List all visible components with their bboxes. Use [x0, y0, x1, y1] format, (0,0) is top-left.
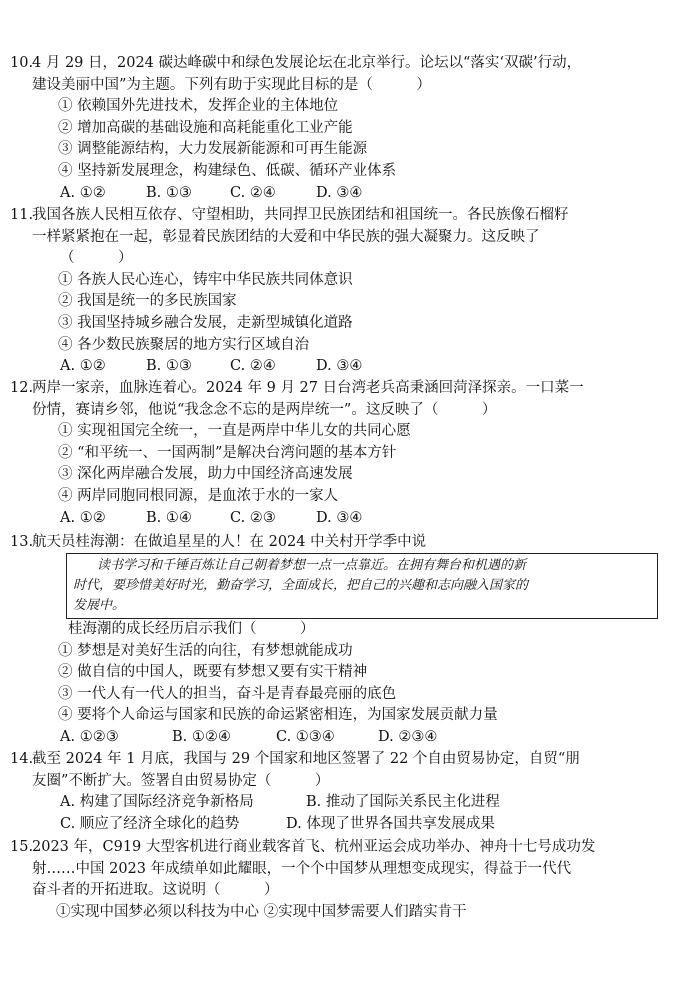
- question-stem-line: 我国各族人民相互依存、守望相助，共同捍卫民族团结和祖国统一。各民族像石榴籽: [32, 207, 569, 223]
- question-number: 13.: [10, 534, 34, 550]
- choice-a[interactable]: A. ①②③: [60, 728, 119, 745]
- question-stem-line: 航天员桂海潮：在做追星星的人！在 2024 中关村开学季中说: [32, 534, 427, 550]
- option-statement: ② 增加高碳的基础设施和高耗能重化工业产能: [58, 119, 353, 136]
- question-stem-line: 份情，赛请乡邻，他说“我念念不忘的是两岸统一”。这反映了（ ）: [32, 401, 497, 418]
- option-statement: ① 各族人民心连心，铸牢中华民族共同体意识: [58, 271, 353, 288]
- option-statement: ④ 要将个人命运与国家和民族的命运紧密相连，为国家发展贡献力量: [58, 707, 498, 724]
- question-stem-line: 截至 2024 年 1 月底，我国与 29 个国家和地区签署了 22 个自由贸易协定，自贸“朋: [32, 751, 580, 767]
- choice-b[interactable]: B. ①②④: [172, 728, 231, 745]
- option-statement: ① 梦想是对美好生活的向往，有梦想就能成功: [58, 642, 353, 659]
- option-statement: ① 实现祖国完全统一，一直是两岸中华儿女的共同心愿: [58, 423, 411, 440]
- choice-d[interactable]: D. ③④: [316, 358, 363, 375]
- choice-c[interactable]: C. ②④: [230, 184, 276, 201]
- option-statement: ② 做自信的中国人，既要有梦想又要有实干精神: [58, 664, 368, 681]
- option-statement: ① 依赖国外先进技术，发挥企业的主体地位: [58, 98, 339, 115]
- option-statement: ④ 坚持新发展理念，构建绿色、低碳、循环产业体系: [58, 162, 397, 179]
- question-15: [10, 837, 686, 923]
- choice-a[interactable]: A. ①②: [60, 358, 106, 375]
- answer-choices: [10, 356, 686, 378]
- choice-d[interactable]: D. ③④: [316, 184, 363, 201]
- question-stem-line: 两岸一家亲，血脉连着心。2024 年 9 月 27 日台湾老兵高秉涵回菏泽探亲。一口菜一: [32, 380, 584, 396]
- option-statement: ④ 各少数民族聚居的地方实行区域自治: [58, 336, 310, 353]
- choice-d[interactable]: D. ③④: [316, 509, 363, 526]
- quote-line: 读书学习和千锤百炼让自己朝着梦想一点一点靠近。在拥有舞台和机遇的新: [97, 558, 527, 573]
- answer-bracket: （ ）: [60, 250, 133, 267]
- option-statement: ③ 深化两岸融合发展，助力中国经济高速发展: [58, 466, 353, 483]
- question-stem-line: 建设美丽中国”为主题。下列有助于实现此目标的是（ ）: [32, 76, 431, 93]
- choice-d[interactable]: D. 体现了世界各国共享发展成果: [286, 815, 495, 832]
- choice-c[interactable]: C. ②④: [230, 358, 276, 375]
- question-10: [10, 53, 686, 204]
- answer-choices-row-2: [10, 814, 686, 836]
- question-stem-line: 一样紧紧抱在一起，彰显着民族团结的大爱和中华民族的强大凝聚力。这反映了: [32, 228, 540, 245]
- question-stem-line: 4 月 29 日，2024 碳达峰碳中和绿色发展论坛在北京举行。论坛以“落实‘双碳’行动，: [32, 55, 582, 71]
- question-number: 14.: [10, 751, 34, 767]
- choice-a[interactable]: A. ①②: [60, 184, 106, 201]
- choice-a[interactable]: A. ①②: [60, 509, 106, 526]
- choice-c[interactable]: C. ②③: [230, 509, 276, 526]
- answer-choices-row-1: [10, 792, 686, 814]
- choice-b[interactable]: B. ①③: [146, 358, 192, 375]
- question-11: [10, 205, 686, 378]
- option-statement: ② “和平统一、一国两制”是解决台湾问题的基本方针: [58, 444, 397, 461]
- quote-line: 时代，要珍惜美好时光，勤奋学习，全面成长，把自己的兴趣和志向融入国家的: [73, 578, 529, 593]
- answer-choices: [10, 727, 686, 749]
- question-stem-line: 友圈”不断扩大。签署自由贸易协定（ ）: [32, 772, 330, 789]
- choice-a[interactable]: A. 构建了国际经济竞争新格局: [60, 794, 254, 811]
- question-number: 10.: [10, 55, 34, 71]
- question-14: [10, 749, 686, 835]
- choice-b[interactable]: B. ①④: [146, 509, 192, 526]
- option-statements-inline: ①实现中国梦必须以科技为中心 ②实现中国梦需要人们踏实肯干: [56, 903, 467, 920]
- question-number: 11.: [10, 207, 34, 223]
- question-prompt: 桂海潮的成长经历启示我们（ ）: [68, 621, 315, 637]
- option-statement: ④ 两岸同胞同根同源，是血浓于水的一家人: [58, 487, 339, 504]
- quote-line: 发展中。: [73, 598, 126, 613]
- option-statement: ② 我国是统一的多民族国家: [58, 293, 237, 310]
- option-statement: ③ 调整能源结构，大力发展新能源和可再生能源: [58, 141, 368, 158]
- quote-box: [66, 553, 658, 619]
- choice-d[interactable]: D. ②③④: [378, 728, 438, 745]
- choice-b[interactable]: B. 推动了国际关系民主化进程: [306, 794, 500, 811]
- question-12: [10, 378, 686, 529]
- question-stem-line: 射……中国 2023 年成绩单如此耀眼，一个个中国梦从理想变成现实，得益于一代代: [32, 860, 572, 877]
- question-stem-line: 2023 年，C919 大型客机进行商业载客首飞、杭州亚运会成功举办、神舟十七号成功发: [32, 839, 596, 855]
- question-stem-line: 奋斗者的开拓进取。这说明（ ）: [32, 882, 279, 899]
- question-13-body: [10, 619, 686, 749]
- question-13: [10, 532, 686, 554]
- answer-choices: [10, 183, 686, 205]
- choice-c[interactable]: C. ①③④: [276, 728, 335, 745]
- option-statement: ③ 我国坚持城乡融合发展，走新型城镇化道路: [58, 314, 353, 331]
- question-number: 12.: [10, 380, 34, 396]
- choice-b[interactable]: B. ①③: [146, 184, 192, 201]
- question-number: 15.: [10, 839, 34, 855]
- answer-choices: [10, 508, 686, 530]
- option-statement: ③ 一代人有一代人的担当，奋斗是青春最亮丽的底色: [58, 685, 397, 702]
- choice-c[interactable]: C. 顺应了经济全球化的趋势: [60, 815, 240, 832]
